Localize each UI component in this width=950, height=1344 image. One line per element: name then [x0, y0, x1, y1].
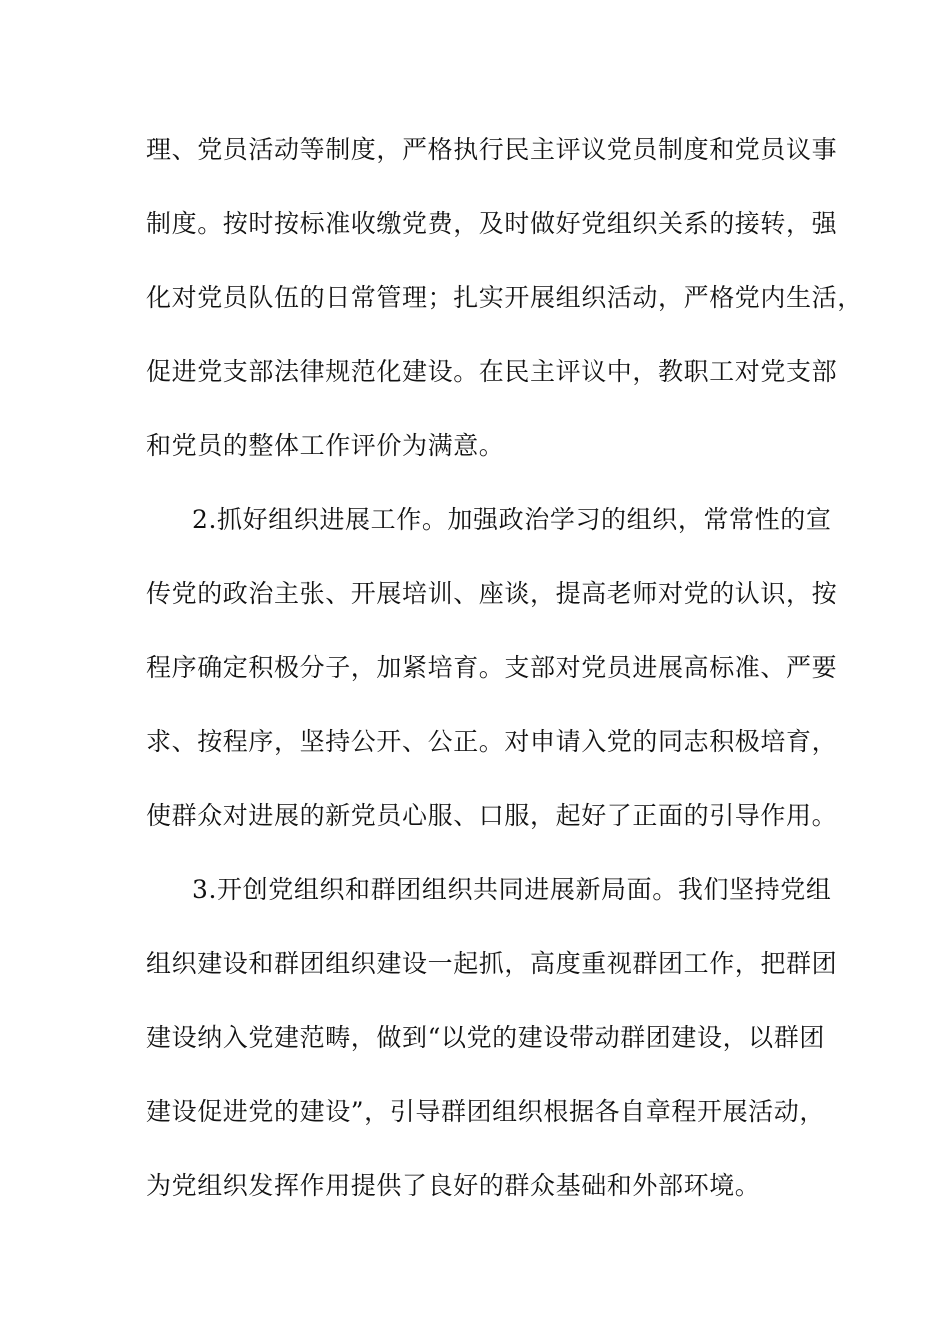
text-line: 组织建设和群团组织建设一起抓，高度重视群团工作，把群团 — [146, 949, 838, 978]
text-line: 促进党支部法律规范化建设。在民主评议中，教职工对党支部 — [146, 357, 838, 386]
text-line: 制度。按时按标准收缴党费，及时做好党组织关系的接转，强 — [146, 209, 838, 238]
text-line: 传党的政治主张、开展培训、座谈，提高老师对党的认识，按 — [146, 579, 838, 608]
text-line: 使群众对进展的新党员心服、口服，起好了正面的引导作用。 — [146, 801, 838, 830]
text-line: 理、党员活动等制度，严格执行民主评议党员制度和党员议事 — [146, 135, 838, 164]
paragraph-2-first-line: 2.抓好组织进展工作。加强政治学习的组织，常常性的宣 — [192, 505, 832, 534]
paragraph-3-first-line: 3.开创党组织和群团组织共同进展新局面。我们坚持党组 — [192, 875, 832, 904]
text-line: 和党员的整体工作评价为满意。 — [146, 431, 505, 460]
text-line: 化对党员队伍的日常管理；扎实开展组织活动，严格党内生活， — [146, 283, 863, 312]
text-line: 建设纳入党建范畴，做到“以党的建设带动群团建设，以群团 — [146, 1023, 825, 1052]
text-line: 求、按程序，坚持公开、公正。对申请入党的同志积极培育， — [146, 727, 838, 756]
text-line: 建设促进党的建设”，引导群团组织根据各自章程开展活动， — [146, 1097, 825, 1126]
text-line: 程序确定积极分子，加紧培育。支部对党员进展高标准、严要 — [146, 653, 838, 682]
text-line: 为党组织发挥作用提供了良好的群众基础和外部环境。 — [146, 1171, 761, 1200]
